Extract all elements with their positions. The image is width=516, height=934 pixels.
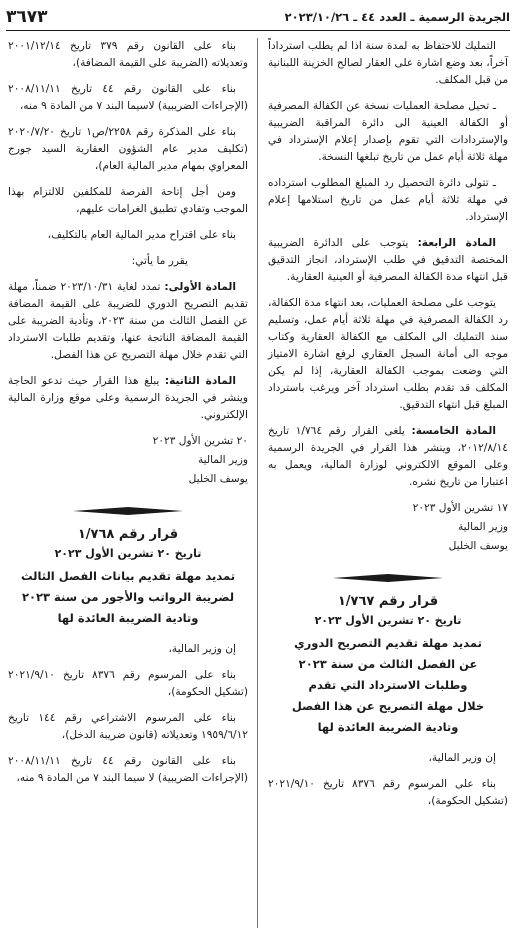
paragraph: ومن أجل إتاحة الفرصة للمكلفين للالتزام بهذا الموجب وتفادي تطبيق الغرامات عليهم، — [8, 186, 248, 215]
paragraph: إن وزير المالية، — [168, 643, 236, 655]
decision-subject — [268, 633, 508, 738]
column-divider — [257, 38, 258, 928]
article-2 — [8, 373, 248, 424]
paragraph: بناء على اقتراح مدير المالية العام بالتكليف، — [47, 229, 236, 241]
right-column — [268, 38, 508, 819]
paragraph: يتوجب على مصلحة العمليات، بعد انتهاء مدة الكفالة، رد الكفالة المصرفية في مهلة ثلاثة أيام عمل، وتسليم سند التمليك الى المكلف مع الكفالة العقارية وكتاب موجه الى أمانة السجل العقاري لرفع اشارة الامتياز التي وضعت بموجب الكفالة العقارية، إذا لم يكن المكلف قد تقدم بطلب استرداد آخر ويرغب باسترداد المبلغ قبل انتهاء التدقيق. — [268, 297, 508, 411]
article-label: المادة الأولى: — [164, 281, 236, 293]
paragraph: بناء على القانون رقم ٤٤ تاريخ ٢٠٠٨/١١/١١ (الإجراءات الضريبية) لاسيما البند ٧ من المادة ٩ منه، — [8, 83, 248, 112]
paragraph: بناء على المذكرة رقم ٢٢٥٨/ص١ تاريخ ٢٠٢٠/٧/٢٠ (تكليف مدير عام الشؤون العقارية السيد جورج المعراوي بمهام مدير المالية العام)، — [8, 126, 248, 172]
section-separator — [73, 506, 183, 516]
paragraph: بناء على القانون رقم ٤٤ تاريخ ٢٠٠٨/١١/١١ (الإجراءات الضريبية) لا سيما البند ٧ من المادة ٩ منه، — [8, 755, 248, 784]
article-4 — [268, 235, 508, 286]
journal-title: الجريدة الرسمية ـ العدد ٤٤ ـ ٢٠٢٣/١٠/٢٦ — [284, 10, 510, 24]
article-1 — [8, 279, 248, 364]
article-text: يبلغ هذا القرار حيث تدعو الحاجة وينشر في الجريدة الرسمية وعلى موقع وزارة المالية الإلكتروني. — [8, 375, 248, 421]
signature-date: ٢٠ تشرين الأول ٢٠٢٣ — [152, 435, 248, 447]
subject-line: وطلبات الاسترداد التي تقدم — [308, 678, 468, 692]
article-label: المادة الرابعة: — [417, 237, 496, 249]
paragraph: التمليك للاحتفاظ به لمدة سنة اذا لم يطلب استرداداً آخراً، بعد وضع اشارة على العقار لصالح الخزينة اللبنانية من قبل المكلف. — [268, 40, 508, 86]
paragraph: بناء على المرسوم رقم ٨٣٧٦ تاريخ ٢٠٢١/٩/١٠ (تشكيل الحكومة)، — [268, 778, 508, 807]
section-separator — [333, 573, 443, 583]
decides-heading: يقرر ما يأتي: — [131, 255, 188, 267]
subject-line: عن الفصل الثالث من سنة ٢٠٢٣ — [298, 657, 478, 671]
page-header — [6, 4, 510, 31]
signature-title: وزير المالية — [457, 521, 508, 533]
paragraph: بناء على القانون رقم ٣٧٩ تاريخ ٢٠٠١/١٢/١٤ وتعديلاته (الضريبة على القيمة المضافة)، — [8, 40, 248, 69]
decision-title: قرار رقم ١/٧٦٨ — [77, 527, 179, 542]
paragraph: ـ تحيل مصلحة العمليات نسخة عن الكفالة المصرفية أو الكفالة العينية الى دائرة المراقبة الضريبية والإستردادات التي تقوم بإصدار إعلام الإسترداد في مهلة ثلاثة أيام عمل من تاريخ تبلغها النسخة. — [268, 100, 508, 163]
article-5 — [268, 423, 508, 491]
paragraph: بناء على المرسوم الاشتراعي رقم ١٤٤ تاريخ ١٩٥٩/٦/١٢ وتعديلاته (قانون ضريبة الدخل)، — [8, 712, 248, 741]
separator-ornament — [73, 506, 183, 516]
subject-line: وتادية الضريبة العائدة لها — [317, 720, 459, 734]
paragraph: إن وزير المالية، — [428, 752, 496, 764]
left-column — [8, 38, 248, 796]
subject-line: لضريبة الرواتب والأجور من سنة ٢٠٢٣ — [21, 590, 235, 604]
signature-date: ١٧ تشرين الأول ٢٠٢٣ — [412, 502, 508, 514]
signature-name: يوسف الخليل — [448, 540, 508, 552]
article-label: المادة الثانية: — [164, 375, 236, 387]
subject-line: خلال مهلة التصريح عن هذا الفصل — [291, 699, 485, 713]
decision-date: تاريخ ٢٠ تشرين الأول ٢٠٢٣ — [54, 547, 202, 560]
article-text: يتوجب على الدائرة الضريبية المختصة التدقيق في طلب الإسترداد، انجاز التدقيق قبل انتهاء مدة الكفالة المصرفية أو العينية العقارية. — [268, 237, 508, 283]
subject-line: وتادية الضريبة العائدة لها — [57, 611, 199, 625]
signature-title: وزير المالية — [197, 454, 248, 466]
paragraph: ـ تتولى دائرة التحصيل رد المبلغ المطلوب استرداده في مهلة ثلاثة أيام عمل من تاريخ استلامها إعلام الإسترداد. — [268, 177, 508, 223]
separator-ornament — [333, 573, 443, 583]
decision-title: قرار رقم ١/٧٦٧ — [337, 594, 439, 609]
article-label: المادة الخامسة: — [411, 425, 497, 437]
article-text: يلغى القرار رقم ١/٧٦٤ تاريخ ٢٠١٢/٨/١٤، وينشر هذا القرار في الجريدة الرسمية وعلى الموقع الالكتروني لوزارة المالية، ويعمل به اعتبارا من تاريخ نشره. — [268, 425, 508, 488]
page-number: ٣٦٧٣ — [6, 7, 48, 27]
subject-line: تمديد مهلة تقديم بيانات الفصل الثالث — [20, 569, 236, 583]
paragraph: بناء على المرسوم رقم ٨٣٧٦ تاريخ ٢٠٢١/٩/١٠ (تشكيل الحكومة)، — [8, 669, 248, 698]
signature-name: يوسف الخليل — [188, 473, 248, 485]
subject-line: تمديد مهلة تقديم التصريح الدوري — [294, 636, 482, 650]
decision-subject — [8, 566, 248, 629]
article-text: تمدد لغاية ٢٠٢٣/١٠/٣١ ضمناً، مهلة تقديم التصريح الدوري للضريبة على القيمة المضافة عن الفصل الثالث من سنة ٢٠٢٣، وتأدية الضريبة على القيمة المضافة الناتجة عنها، وتقديم طلبات الاسترداد التي تقدم خلال مهلة التصريح عن هذا الفصل. — [8, 281, 248, 361]
decision-date: تاريخ ٢٠ تشرين الأول ٢٠٢٣ — [314, 614, 462, 627]
